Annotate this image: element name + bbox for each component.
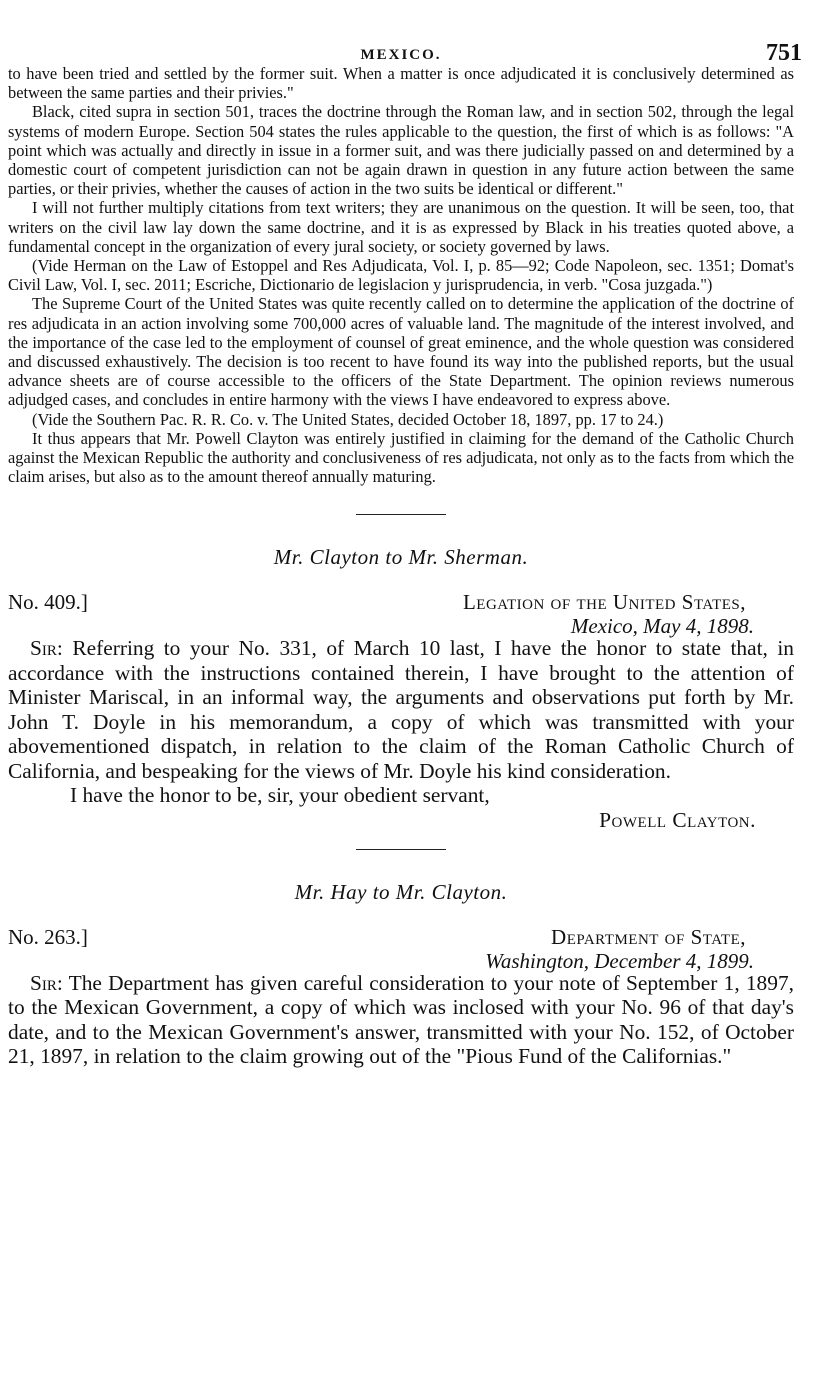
sender-office: Legation of the United States, — [462, 590, 746, 615]
paragraph: The Supreme Court of the United States was quite recently called on to determine the application of the doctrine of res adjudicata in an action involving some 700,000 acres of valuable land. The magnitude of the interest involved, and the importance of the case led to the employment of counsel of great eminence, and the whole question was considered and discussed exhaustively. The decision is too recent to have found its way into the published reports, but the usual advance sheets are of course accessible to the officers of the State Department. The opinion reviews numerous adjudged cases, and concludes in entire harmony with the views I have endeavored to express above. — [8, 294, 794, 410]
letter-paragraph — [8, 636, 794, 782]
place-date: Mexico, May 4, 1898. — [570, 614, 754, 639]
letter-closing: I have the honor to be, sir, your obedient servant, — [70, 782, 490, 807]
paragraph: I will not further multiply citations from text writers; they are unanimous on the question. It will be seen, too, that writers on the civil law lay down the same doctrine, and it is as expressed by Black in his treaties quoted above, a fundamental concept in the organization of every jural society, or society governed by laws. — [8, 198, 794, 256]
document-page — [8, 0, 802, 1069]
signature: Powell Clayton. — [599, 807, 756, 832]
dispatch-number: No. 409.] — [8, 590, 88, 615]
letter-address-block — [8, 921, 794, 971]
letter-paragraph — [8, 971, 794, 1069]
place-date: Washington, December 4, 1899. — [485, 948, 754, 973]
dispatch-number: No. 263.] — [8, 924, 88, 949]
letter-address-block — [8, 586, 794, 639]
letter-body — [8, 971, 794, 1069]
letter-heading: Mr. Hay to Mr. Clayton. — [294, 879, 508, 904]
paragraph: to have been tried and settled by the former suit. When a matter is once adjudicated it is conclusively determined as between the same parties and their privies." — [8, 64, 794, 103]
continued-text-section — [8, 64, 794, 486]
salutation: Sir: — [30, 636, 63, 661]
letter-body-text: Referring to your No. 331, of March 10 last, I have the honor to state that, in accordance with the instructions contained therein, I have brought to the attention of Minister Mariscal, in an informal way, the arguments and observations put forth by Mr. John T. Doyle in his memorandum, a copy of which was transmitted with your abovementioned dispatch, in relation to the claim of the Roman Catholic Church of California, and bespeaking for the views of Mr. Doyle his kind consideration. — [8, 636, 794, 783]
section-divider — [356, 849, 446, 850]
paragraph: (Vide the Southern Pac. R. R. Co. v. The United States, decided October 18, 1897, pp. 17 to 24.) — [32, 409, 664, 429]
paragraph: It thus appears that Mr. Powell Clayton was entirely justified in claiming for the demand of the Catholic Church against the Mexican Republic the authority and conclusiveness of res adjudicata, not only as to the facts from which the claim arises, but also as to the amount thereof annually maturing. — [8, 428, 794, 487]
letter-body-text: The Department has given careful consideration to your note of September 1, 1897, to the Mexican Government, a copy of which was inclosed with your No. 96 of that day's date, and to the Mexican Government's answer, transmitted with your No. 152, of October 21, 1897, in relation to the claim growing out of the "Pious Fund of the Californias." — [8, 970, 794, 1069]
paragraph: (Vide Herman on the Law of Estoppel and Res Adjudicata, Vol. I, p. 85—92; Code Napoleon, sec. 1351; Domat's Civil Law, Vol. I, sec. 2011; Escriche, Dictionario de legislacion y jurisprudencia, in verb. "Cosa juzgada.") — [8, 256, 794, 295]
page-number: 751 — [766, 40, 802, 66]
sender-office: Department of State, — [551, 924, 746, 949]
running-title: MEXICO. — [360, 47, 442, 63]
section-divider — [356, 514, 446, 515]
paragraph: Black, cited supra in section 501, traces the doctrine through the Roman law, and in section 502, through the legal systems of modern Europe. Section 504 states the rules applicable to the question, the first of which is as follows: "A point which was actually and directly in issue in a former suit, and was there judicially passed on and determined by a domestic court of competent jurisdiction can not be again drawn in question in any future action between the same parties, or their privies, whether the causes of action in the two suits be identical or different." — [8, 102, 794, 199]
letter-body — [8, 636, 794, 782]
salutation: Sir: — [30, 970, 63, 995]
letter-heading: Mr. Clayton to Mr. Sherman. — [273, 545, 529, 570]
running-head — [8, 0, 802, 66]
